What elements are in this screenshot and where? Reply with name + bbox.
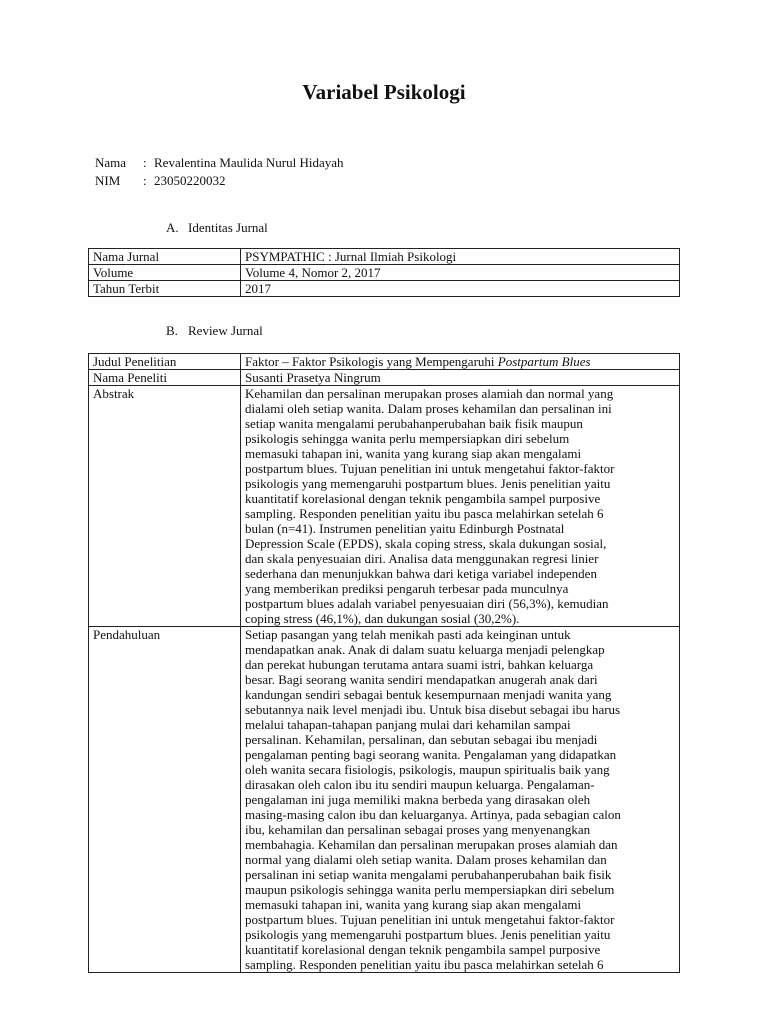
name-label: Nama bbox=[95, 155, 127, 170]
text-line: memasuki tahapan ini, wanita yang kurang siap akan mengalami bbox=[245, 897, 582, 912]
introduction-cell bbox=[241, 627, 680, 973]
text-line: dan skala penyesuaian diri. Analisa data menggunakan regresi linier bbox=[245, 551, 599, 566]
text-line: sederhana dan menunjukkan bahwa dari ketiga variabel independen bbox=[245, 566, 597, 581]
text-line: Kehamilan dan persalinan merupakan proses alamiah dan normal yang bbox=[245, 386, 614, 401]
researcher-label: Nama Peneliti bbox=[89, 370, 241, 386]
text-line: masing-masing calon ibu dan keluarganya. Artinya, pada sebagian calon bbox=[245, 807, 621, 822]
research-title-label: Judul Penelitian bbox=[89, 354, 241, 370]
text-line: membahagia. Kehamilan dan persalinan merupakan proses alamiah dan bbox=[245, 837, 618, 852]
name-row bbox=[95, 154, 344, 172]
text-line: normal yang dialami oleh setiap wanita. Dalam proses kehamilan dan bbox=[245, 852, 607, 867]
section-b-title: Review Jurnal bbox=[188, 323, 263, 338]
text-line: sebutannya naik level menjadi ibu. Untuk bisa disebut sebagai ibu harus bbox=[245, 702, 621, 717]
text-line: mendapatkan anak. Anak di dalam suatu keluarga menjadi pelengkap bbox=[245, 642, 605, 657]
table-row bbox=[89, 265, 680, 281]
year-value: 2017 bbox=[241, 281, 680, 297]
section-a-heading bbox=[166, 220, 268, 236]
table-row bbox=[89, 386, 680, 627]
table-row bbox=[89, 281, 680, 297]
nim-label: NIM bbox=[95, 173, 121, 188]
table-row bbox=[89, 249, 680, 265]
journal-name-value: PSYMPATHIC : Jurnal Ilmiah Psikologi bbox=[241, 249, 680, 265]
text-line: kuantitatif korelasional dengan teknik pengambila sampel purposive bbox=[245, 491, 601, 506]
journal-review-table bbox=[88, 353, 680, 973]
text-line: psikologis yang memengaruhi postpartum blues. Jenis penelitian yaitu bbox=[245, 927, 611, 942]
text-line: pengalaman penting bagi seorang wanita. Pengalaman yang didapatkan bbox=[245, 747, 617, 762]
text-line: oleh wanita secara fisiologis, psikologis, maupun spiritualis baik yang bbox=[245, 762, 610, 777]
text-line: melalui tahapan-tahapan panjang mulai dari kehamilan sampai bbox=[245, 717, 571, 732]
text-line: dan perekat hubungan terutama antara suami istri, bahkan keluarga bbox=[245, 657, 594, 672]
text-line: yang memberikan prediksi pengaruh terbesar pada munculnya bbox=[245, 581, 569, 596]
text-line: sampling. Responden penelitian yaitu ibu pasca melahirkan setelah 6 bbox=[245, 506, 604, 521]
nim-row bbox=[95, 172, 344, 190]
text-line: persalinan ini setiap wanita mengalami perubahanperubahan baik fisik bbox=[245, 867, 612, 882]
text-line: besar. Bagi seorang wanita sendiri mendapatkan anugerah anak dari bbox=[245, 672, 598, 687]
section-b-heading bbox=[166, 323, 263, 339]
text-line: bulan (n=41). Instrumen penelitian yaitu Edinburgh Postnatal bbox=[245, 521, 565, 536]
journal-identity-table bbox=[88, 248, 680, 297]
text-line: postpartum blues adalah variabel penyesuaian diri (56,3%), kemudian bbox=[245, 596, 609, 611]
abstract-label: Abstrak bbox=[89, 386, 241, 627]
volume-value: Volume 4, Nomor 2, 2017 bbox=[241, 265, 680, 281]
year-label: Tahun Terbit bbox=[89, 281, 241, 297]
section-b-letter: B. bbox=[166, 323, 178, 338]
section-a-letter: A. bbox=[166, 220, 179, 235]
table-row bbox=[89, 627, 680, 973]
text-line: maupun psikologis sehingga wanita perlu mempersiapkan diri sebelum bbox=[245, 882, 615, 897]
page-title: Variabel Psikologi bbox=[302, 80, 466, 104]
table-row bbox=[89, 354, 680, 370]
name-colon: : bbox=[143, 155, 147, 170]
table-row bbox=[89, 370, 680, 386]
text-line: sampling. Responden penelitian yaitu ibu pasca melahirkan setelah 6 bbox=[245, 957, 604, 972]
nim-colon: : bbox=[143, 173, 147, 188]
text-line: Setiap pasangan yang telah menikah pasti ada keinginan untuk bbox=[245, 627, 571, 642]
volume-label: Volume bbox=[89, 265, 241, 281]
text-line: dirasakan oleh calon ibu itu sendiri maupun keluarga. Pengalaman- bbox=[245, 777, 595, 792]
introduction-text bbox=[245, 627, 675, 972]
abstract-cell bbox=[241, 386, 680, 627]
text-line: memasuki tahapan ini, wanita yang kurang siap akan mengalami bbox=[245, 446, 582, 461]
text-line: setiap wanita mengalami perubahanperubahan baik fisik maupun bbox=[245, 416, 583, 431]
name-value: Revalentina Maulida Nurul Hidayah bbox=[154, 155, 344, 170]
text-line: kandungan sendiri sebagai bentuk kesempurnaan menjadi wanita yang bbox=[245, 687, 612, 702]
text-line: dialami oleh setiap wanita. Dalam proses kehamilan dan persalinan ini bbox=[245, 401, 612, 416]
abstract-text bbox=[245, 386, 675, 626]
text-line: Depression Scale (EPDS), skala coping stress, skala dukungan sosial, bbox=[245, 536, 607, 551]
text-line: kuantitatif korelasional dengan teknik pengambila sampel purposive bbox=[245, 942, 601, 957]
researcher-value: Susanti Prasetya Ningrum bbox=[241, 370, 680, 386]
text-line: pengalaman ini juga memiliki makna berbeda yang dirasakan oleh bbox=[245, 792, 591, 807]
section-a-title: Identitas Jurnal bbox=[188, 220, 268, 235]
introduction-label: Pendahuluan bbox=[89, 627, 241, 973]
nim-value: 23050220032 bbox=[154, 173, 226, 188]
author-identity bbox=[95, 154, 344, 190]
research-title-value bbox=[241, 354, 680, 370]
research-title-text: Faktor – Faktor Psikologis yang Mempengaruhi bbox=[245, 354, 498, 369]
text-line: psikologis sehingga wanita perlu mempersiapkan diri sebelum bbox=[245, 431, 570, 446]
text-line: psikologis yang memengaruhi postpartum blues. Jenis penelitian yaitu bbox=[245, 476, 611, 491]
text-line: postpartum blues. Tujuan penelitian ini untuk mengetahui faktor-faktor bbox=[245, 461, 615, 476]
research-title-italic: Postpartum Blues bbox=[497, 354, 591, 369]
text-line: postpartum blues. Tujuan penelitian ini untuk mengetahui faktor-faktor bbox=[245, 912, 615, 927]
text-line: persalinan. Kehamilan, persalinan, dan sebutan sebagai ibu menjadi bbox=[245, 732, 598, 747]
text-line: coping stress (46,1%), dan dukungan sosial (30,2%). bbox=[245, 611, 520, 626]
journal-name-label: Nama Jurnal bbox=[89, 249, 241, 265]
text-line: ibu, kehamilan dan persalinan sebagai proses yang menyenangkan bbox=[245, 822, 591, 837]
